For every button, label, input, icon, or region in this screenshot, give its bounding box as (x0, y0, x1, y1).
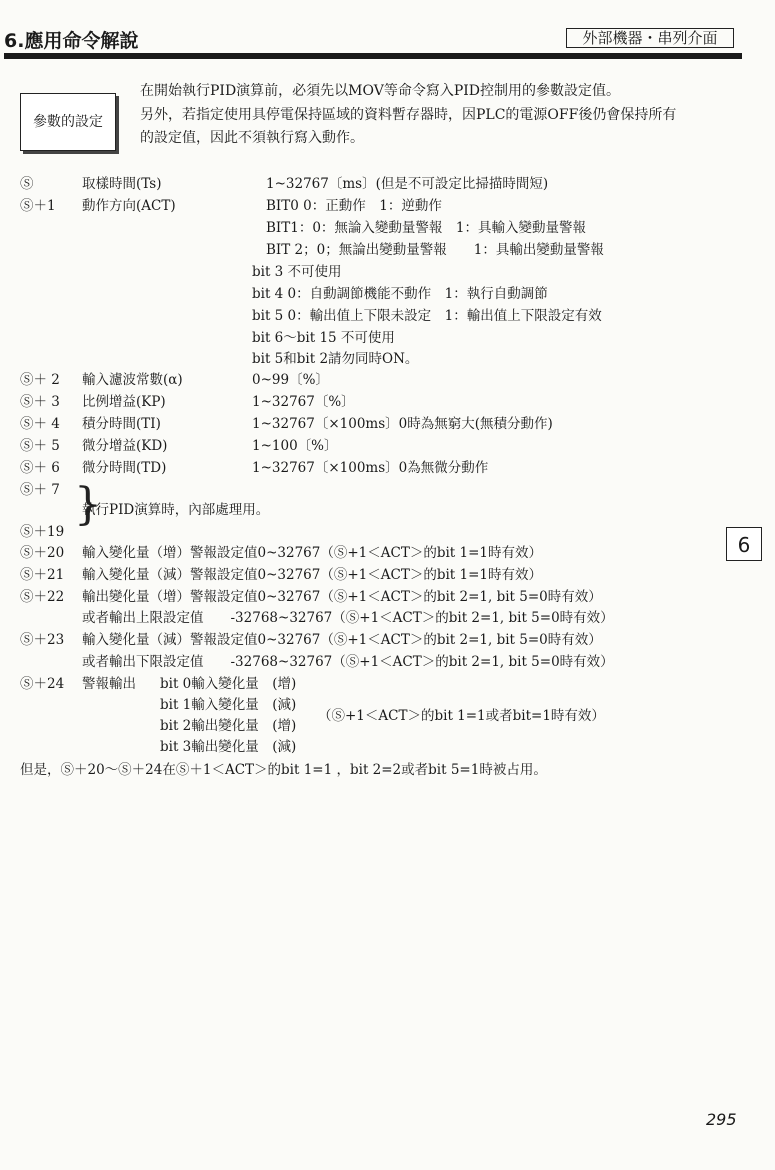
intro-line-2: 另外，若指定使用具停電保持區域的資料暫存器時，因PLC的電源OFF後仍會保持所有 (140, 107, 677, 123)
act-bit-line: bit 6～bit 15 不可使用 (252, 330, 395, 346)
act-bit-line: BIT1：0：無論入變動量警報 1：具輸入變動量警報 (266, 220, 587, 236)
alarm-output-note: （Ⓢ+1＜ACT＞的bit 1=1或者bit=1時有效） (318, 708, 605, 724)
intro-line-3: 的設定值，因此不須執行寫入動作。 (140, 130, 364, 146)
param-name: 比例增益(KP) (82, 394, 166, 410)
param-name: 微分時間(TD) (82, 460, 167, 476)
footer-note: 但是，Ⓢ＋20～Ⓢ＋24在Ⓢ＋1＜ACT＞的bit 1=1 ，bit 2=2或者bit 5=1時被占用。 (20, 762, 547, 778)
alarm-text: 輸入變化量（減）警報設定值0~32767（Ⓢ+1＜ACT＞的bit 1=1時有效） (82, 567, 542, 583)
header-rule (4, 53, 742, 59)
alarm-output-bit: bit 2輸出變化量 (增) (160, 718, 297, 734)
alarm-output-reg: Ⓢ＋24 (20, 676, 65, 692)
internal-text: 執行PID演算時，內部處理用。 (82, 502, 270, 518)
param-reg: Ⓢ＋ 6 (20, 460, 60, 476)
act-bit-line: bit 4 0：自動調節機能不動作 1：執行自動調節 (252, 286, 548, 302)
param-reg: Ⓢ (20, 176, 34, 192)
section-title-box: 外部機器・串列介面 (566, 28, 734, 48)
alarm-reg: Ⓢ＋23 (20, 632, 65, 648)
alarm-text: 輸入變化量（增）警報設定值0~32767（Ⓢ+1＜ACT＞的bit 1=1時有效） (82, 545, 542, 561)
alarm-reg: Ⓢ＋22 (20, 589, 65, 605)
alarm-reg: Ⓢ＋21 (20, 567, 65, 583)
param-reg: Ⓢ＋ 2 (20, 372, 60, 388)
chapter-tab: 6 (726, 527, 762, 561)
param-reg: Ⓢ＋ 5 (20, 438, 60, 454)
param-desc: BIT0 0：正動作 1：逆動作 (266, 198, 442, 214)
alarm-output-bit: bit 0輸入變化量 (增) (160, 676, 297, 692)
act-bit-line: bit 5 0：輸出值上下限未設定 1：輸出值上下限設定有效 (252, 308, 602, 324)
page-number: 295 (706, 1110, 737, 1129)
alarm-text: 輸出變化量（增）警報設定值0~32767（Ⓢ+1＜ACT＞的bit 2=1, bit 5=0時有效） (82, 589, 602, 605)
param-desc: 1~32767〔×100ms〕0為無微分動作 (252, 460, 489, 476)
param-name: 積分時間(TI) (82, 416, 161, 432)
param-name: 動作方向(ACT) (82, 198, 176, 214)
act-bit-line: bit 3 不可使用 (252, 264, 342, 280)
param-reg: Ⓢ＋1 (20, 198, 56, 214)
param-desc: 1~32767〔%〕 (252, 394, 355, 410)
internal-reg-start: Ⓢ＋ 7 (20, 482, 60, 498)
param-desc: 1~32767〔ms〕(但是不可設定比掃描時間短) (266, 176, 549, 192)
brace-icon: } (74, 479, 102, 530)
alarm-text: 輸入變化量（減）警報設定值0~32767（Ⓢ+1＜ACT＞的bit 2=1, bit 5=0時有效） (82, 632, 602, 648)
param-reg: Ⓢ＋ 3 (20, 394, 60, 410)
act-bit-line: bit 5和bit 2請勿同時ON。 (252, 351, 419, 367)
param-name: 取樣時間(Ts) (82, 176, 162, 192)
alarm-output-bit: bit 3輸出變化量 (減) (160, 739, 297, 755)
intro-line-1: 在開始執行PID演算前，必須先以MOV等命令寫入PID控制用的參數設定值。 (140, 83, 621, 99)
alarm-text: 或者輸出下限設定值 -32768~32767（Ⓢ+1＜ACT＞的bit 2=1, bit 5=0時有效） (82, 654, 614, 670)
param-reg: Ⓢ＋ 4 (20, 416, 60, 432)
alarm-reg: Ⓢ＋20 (20, 545, 65, 561)
act-bit-line: BIT 2；0；無論出變動量警報 1：具輸出變動量警報 (266, 242, 604, 258)
alarm-output-name: 警報輸出 (82, 676, 136, 692)
alarm-output-bit: bit 1輸入變化量 (減) (160, 697, 297, 713)
parameter-setting-label: 參數的設定 (20, 93, 116, 151)
param-desc: 1~32767〔×100ms〕0時為無窮大(無積分動作) (252, 416, 553, 432)
param-name: 輸入濾波常數(α) (82, 372, 183, 388)
param-desc: 1~100〔%〕 (252, 438, 338, 454)
alarm-text: 或者輸出上限設定值 -32768~32767（Ⓢ+1＜ACT＞的bit 2=1, bit 5=0時有效） (82, 610, 614, 626)
internal-reg-end: Ⓢ＋19 (20, 524, 65, 540)
param-desc: 0~99〔%〕 (252, 372, 329, 388)
param-name: 微分增益(KD) (82, 438, 168, 454)
chapter-title: 6.應用命令解說 (4, 30, 139, 52)
